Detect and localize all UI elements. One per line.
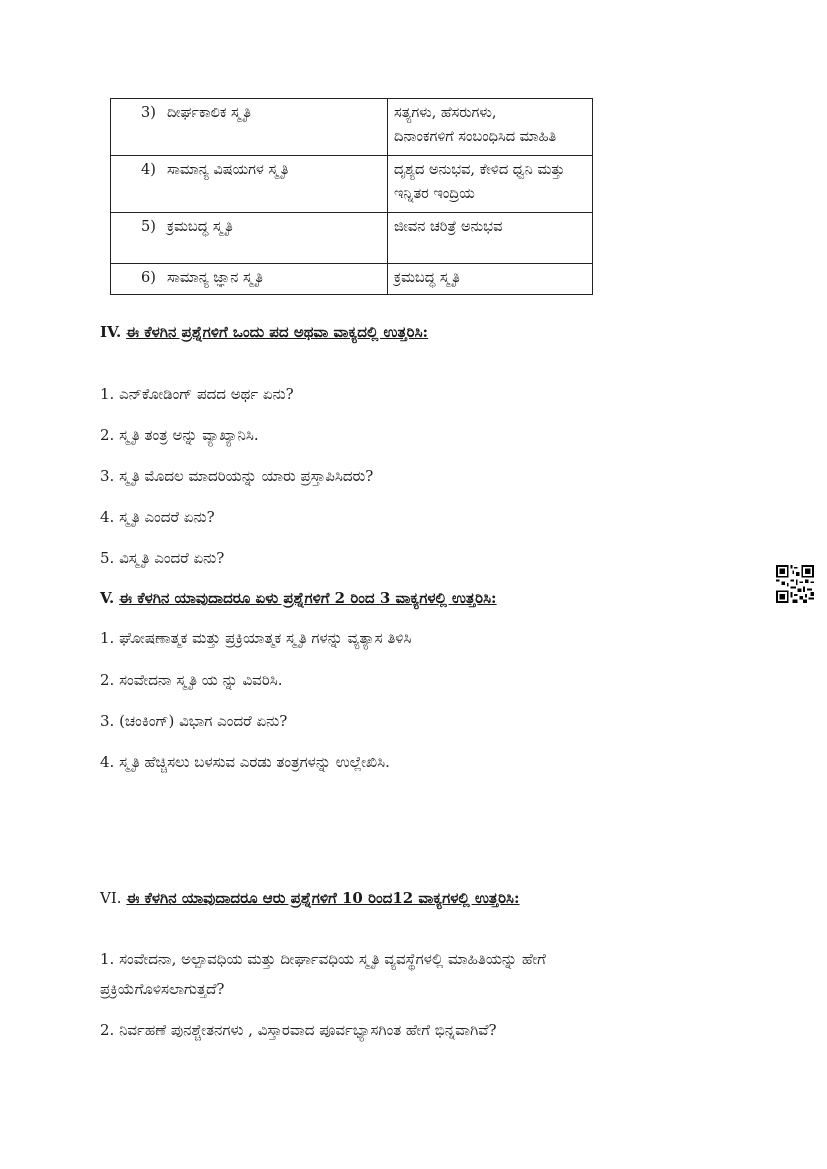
question-item: 2. ನಿರ್ವಹಣೆ ಪುನಶ್ಚೇತನಗಳು , ವಿಸ್ತಾರವಾದ ಪೂರ್ವಭ್ಯಾಸಗಿಂತ ಹೇಗೆ ಭಿನ್ನವಾಗಿವೆ? (100, 1021, 497, 1039)
matching-table (110, 98, 593, 295)
table-row (111, 264, 593, 295)
question-item-continuation: ಪ್ರಕ್ರಿಯೆಗೊಳಿಸಲಾಗುತ್ತದೆ? (100, 980, 225, 998)
question-item: 2. ಸಂವೇದನಾ ಸ್ಮೃತಿ ಯ ನ್ನು ವಿವರಿಸಿ. (100, 671, 283, 689)
question-item: 5. ವಿಸ್ಮೃತಿ ಎಂದರೆ ಏನು? (100, 549, 225, 567)
question-item: 3. (ಚಂಕಿಂಗ್) ವಿಭಾಗ ಎಂದರೆ ಏನು? (100, 712, 288, 730)
section-heading-iv: IV. ಈ ಕೆಳಗಿನ ಪ್ರಶ್ನೆಗಳಿಗೆ ಒಂದು ಪದ ಅಥವಾ ವಾಕ್ಯದಲ್ಲಿ ಉತ್ತರಿಸಿ: (100, 323, 429, 341)
question-item: 1. ಎನ್‌ಕೋಡಿಂಗ್ ಪದದ ಅರ್ಥ ಏನು? (100, 385, 294, 403)
table-row (111, 99, 593, 156)
table-cell-right: ಸತ್ಯಗಳು, ಹೆಸರುಗಳು, ದಿನಾಂಕಗಳಿಗೆ ಸಂಬಂಧಿಸಿದ ಮಾಹಿತಿ (388, 99, 593, 156)
question-item: 1. ಘೋಷಣಾತ್ಮಕ ಮತ್ತು ಪ್ರಕ್ರಿಯಾತ್ಮಕ ಸ್ಮೃತಿ ಗಳನ್ನು ವ್ಯತ್ಯಾಸ ತಿಳಿಸಿ (100, 629, 412, 647)
question-item: 3. ಸ್ಮೃತಿ ಮೊದಲ ಮಾದರಿಯನ್ನು ಯಾರು ಪ್ರಸ್ತಾಪಿಸಿದರು? (100, 467, 374, 485)
question-item: 4. ಸ್ಮೃತಿ ಹೆಚ್ಚಿಸಲು ಬಳಸುವ ಎರಡು ತಂತ್ರಗಳನ್ನು ಉಲ್ಲೇಖಿಸಿ. (100, 753, 390, 771)
table-row (111, 156, 593, 213)
question-item: 4. ಸ್ಮೃತಿ ಎಂದರೆ ಏನು? (100, 508, 215, 526)
qr-code-icon[interactable] (776, 565, 814, 603)
table-cell-left: 4) ಸಾಮಾನ್ಯ ವಿಷಯಗಳ ಸ್ಮೃತಿ (111, 156, 388, 213)
table-cell-left: 6) ಸಾಮಾನ್ಯ ಜ್ಞಾನ ಸ್ಮೃತಿ (111, 264, 388, 295)
table-cell-right: ಕ್ರಮಬದ್ಧ ಸ್ಮೃತಿ (388, 264, 593, 295)
section-heading-v: V. ಈ ಕೆಳಗಿನ ಯಾವುದಾದರೂ ಏಳು ಪ್ರಶ್ನೆಗಳಿಗೆ 2 ರಿಂದ 3 ವಾಕ್ಯಗಳಲ್ಲಿ ಉತ್ತರಿಸಿ: (100, 589, 497, 607)
question-item: 2. ಸ್ಮೃತಿ ತಂತ್ರ ಅನ್ನು ವ್ಯಾಖ್ಯಾನಿಸಿ. (100, 426, 259, 444)
table-row (111, 213, 593, 264)
table-cell-left: 5) ಕ್ರಮಬದ್ಧ ಸ್ಮೃತಿ (111, 213, 388, 264)
table-cell-right: ಜೀವನ ಚರಿತ್ರೆ ಅನುಭವ (388, 213, 593, 264)
table-cell-right: ದೃಶ್ಯದ ಅನುಭವ, ಕೇಳಿದ ಧ್ವನಿ ಮತ್ತು ಇನ್ನಿತರ ಇಂದ್ರಿಯ (388, 156, 593, 213)
section-heading-vi: VI. ಈ ಕೆಳಗಿನ ಯಾವುದಾದರೂ ಆರು ಪ್ರಶ್ನೆಗಳಿಗೆ 10 ರಿಂದ12 ವಾಕ್ಯಗಳಲ್ಲಿ ಉತ್ತರಿಸಿ: (100, 889, 520, 907)
table-cell-left: 3) ದೀರ್ಘಕಾಲಿಕ ಸ್ಮೃತಿ (111, 99, 388, 156)
question-item: 1. ಸಂವೇದನಾ, ಅಲ್ಪಾವಧಿಯ ಮತ್ತು ದೀರ್ಘಾವಧಿಯ ಸ್ಮೃತಿ ವ್ಯವಸ್ಥೆಗಳಲ್ಲಿ ಮಾಹಿತಿಯನ್ನು ಹೇಗೆ (100, 950, 546, 968)
